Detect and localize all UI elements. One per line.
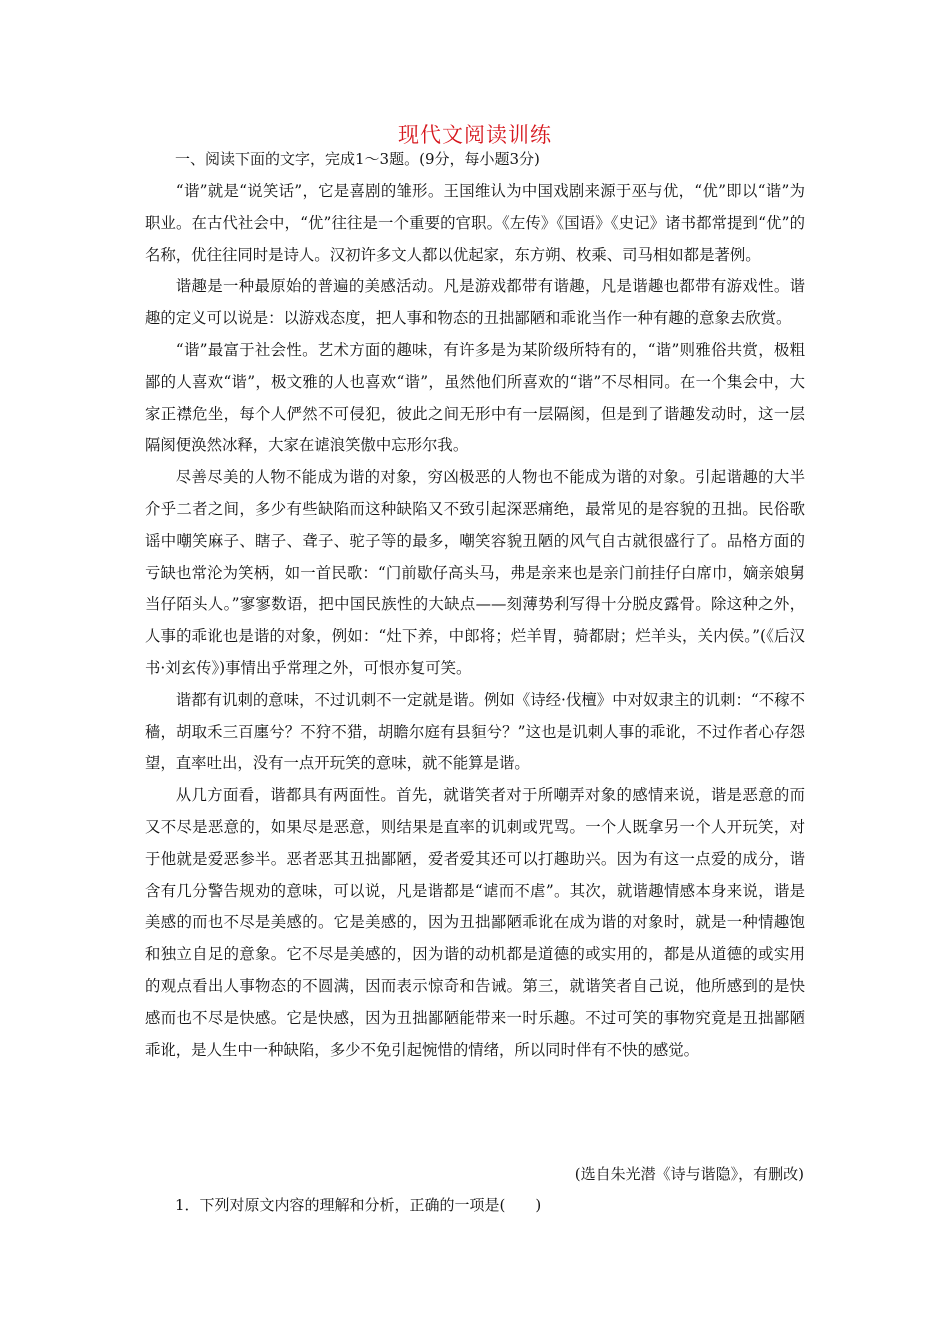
question-1: 1．下列对原文内容的理解和分析，正确的一项是( ): [175, 1196, 542, 1214]
passage-paragraph: 尽善尽美的人物不能成为谐的对象，穷凶极恶的人物也不能成为谐的对象。引起谐趣的大半介乎二者之间，多少有些缺陷而这种缺陷又不致引起深恶痛绝，最常见的是容貌的丑拙。民俗歌谣中嘲笑麻子、瞎子、聋子、驼子等的最多，嘲笑容貌丑陋的风气自古就很盛行了。品格方面的亏缺也常沦为笑柄，如一首民歌：“门前歇仔高头马，弗是亲来也是亲门前挂仔白席巾，嫡亲娘舅当仔陌头人。”寥寥数语，把中国民族性的大缺点——刻薄势利写得十分脱皮露骨。除这种之外，人事的乖讹也是谐的对象，例如：“灶下养，中郎将；烂羊胃，骑都尉；烂羊头，关内侯。”(《后汉书·刘玄传》)事情出乎常理之外，可恨亦复可笑。: [145, 468, 805, 677]
passage-paragraph: 从几方面看，谐都具有两面性。首先，就谐笑者对于所嘲弄对象的感情来说，谐是恶意的而又不尽是恶意的，如果尽是恶意，则结果是直率的讥刺或咒骂。一个人既拿另一个人开玩笑，对于他就是爱恶参半。恶者恶其丑拙鄙陋，爱者爱其还可以打趣助兴。因为有这一点爱的成分，谐含有几分警告规劝的意味，可以说，凡是谐都是“谑而不虐”。其次，就谐趣情感本身来说，谐是美感的而也不尽是美感的。它是美感的，因为丑拙鄙陋乖讹在成为谐的对象时，就是一种情趣饱和独立自足的意象。它不尽是美感的，因为谐的动机都是道德的或实用的，都是从道德的或实用的观点看出人事物态的不圆满，因而表示惊奇和告诫。第三，就谐笑者自己说，他所感到的是快感而也不尽是快感。它是快感，因为丑拙鄙陋能带来一时乐趣。不过可笑的事物究竟是丑拙鄙陋乖讹，是人生中一种缺陷，多少不免引起惋惜的情绪，所以同时伴有不快的感觉。: [145, 786, 805, 1059]
passage-paragraph: “谐”最富于社会性。艺术方面的趣味，有许多是为某阶级所特有的，“谐”则雅俗共赏，极粗鄙的人喜欢“谐”，极文雅的人也喜欢“谐”，虽然他们所喜欢的“谐”不尽相同。在一个集会中，大家正襟危坐，每个人俨然不可侵犯，彼此之间无形中有一层隔阂，但是到了谐趣发动时，这一层隔阂便涣然冰释，大家在谑浪笑傲中忘形尔我。: [145, 340, 805, 455]
passage-paragraph: “谐”就是“说笑话”，它是喜剧的雏形。王国维认为中国戏剧来源于巫与优，“优”即以“谐”为职业。在古代社会中，“优”往往是一个重要的官职。《左传》《国语》《史记》诸书都常提到“优”的名称，优往往同时是诗人。汉初许多文人都以优起家，东方朔、枚乘、司马相如都是著例。: [145, 182, 805, 264]
page-title: 现代文阅读训练: [398, 123, 552, 147]
source-citation: (选自朱光潜《诗与谐隐》，有删改): [574, 1165, 804, 1183]
passage-paragraph: 谐都有讥刺的意味，不过讥刺不一定就是谐。例如《诗经·伐檀》中对奴隶主的讥刺：“不稼不穑，胡取禾三百廛兮？不狩不猎，胡瞻尔庭有县貆兮？”这也是讥刺人事的乖讹，不过作者心存怨望，直率吐出，没有一点开玩笑的意味，就不能算是谐。: [145, 690, 805, 773]
passage-paragraph: 谐趣是一种最原始的普遍的美感活动。凡是游戏都带有谐趣，凡是谐趣也都带有游戏性。谐趣的定义可以说是：以游戏态度，把人事和物态的丑拙鄙陋和乖讹当作一种有趣的意象去欣赏。: [145, 277, 805, 328]
reading-passage: [145, 176, 805, 1066]
section-instruction: 一、阅读下面的文字，完成1～3题。(9分，每小题3分): [175, 150, 540, 168]
